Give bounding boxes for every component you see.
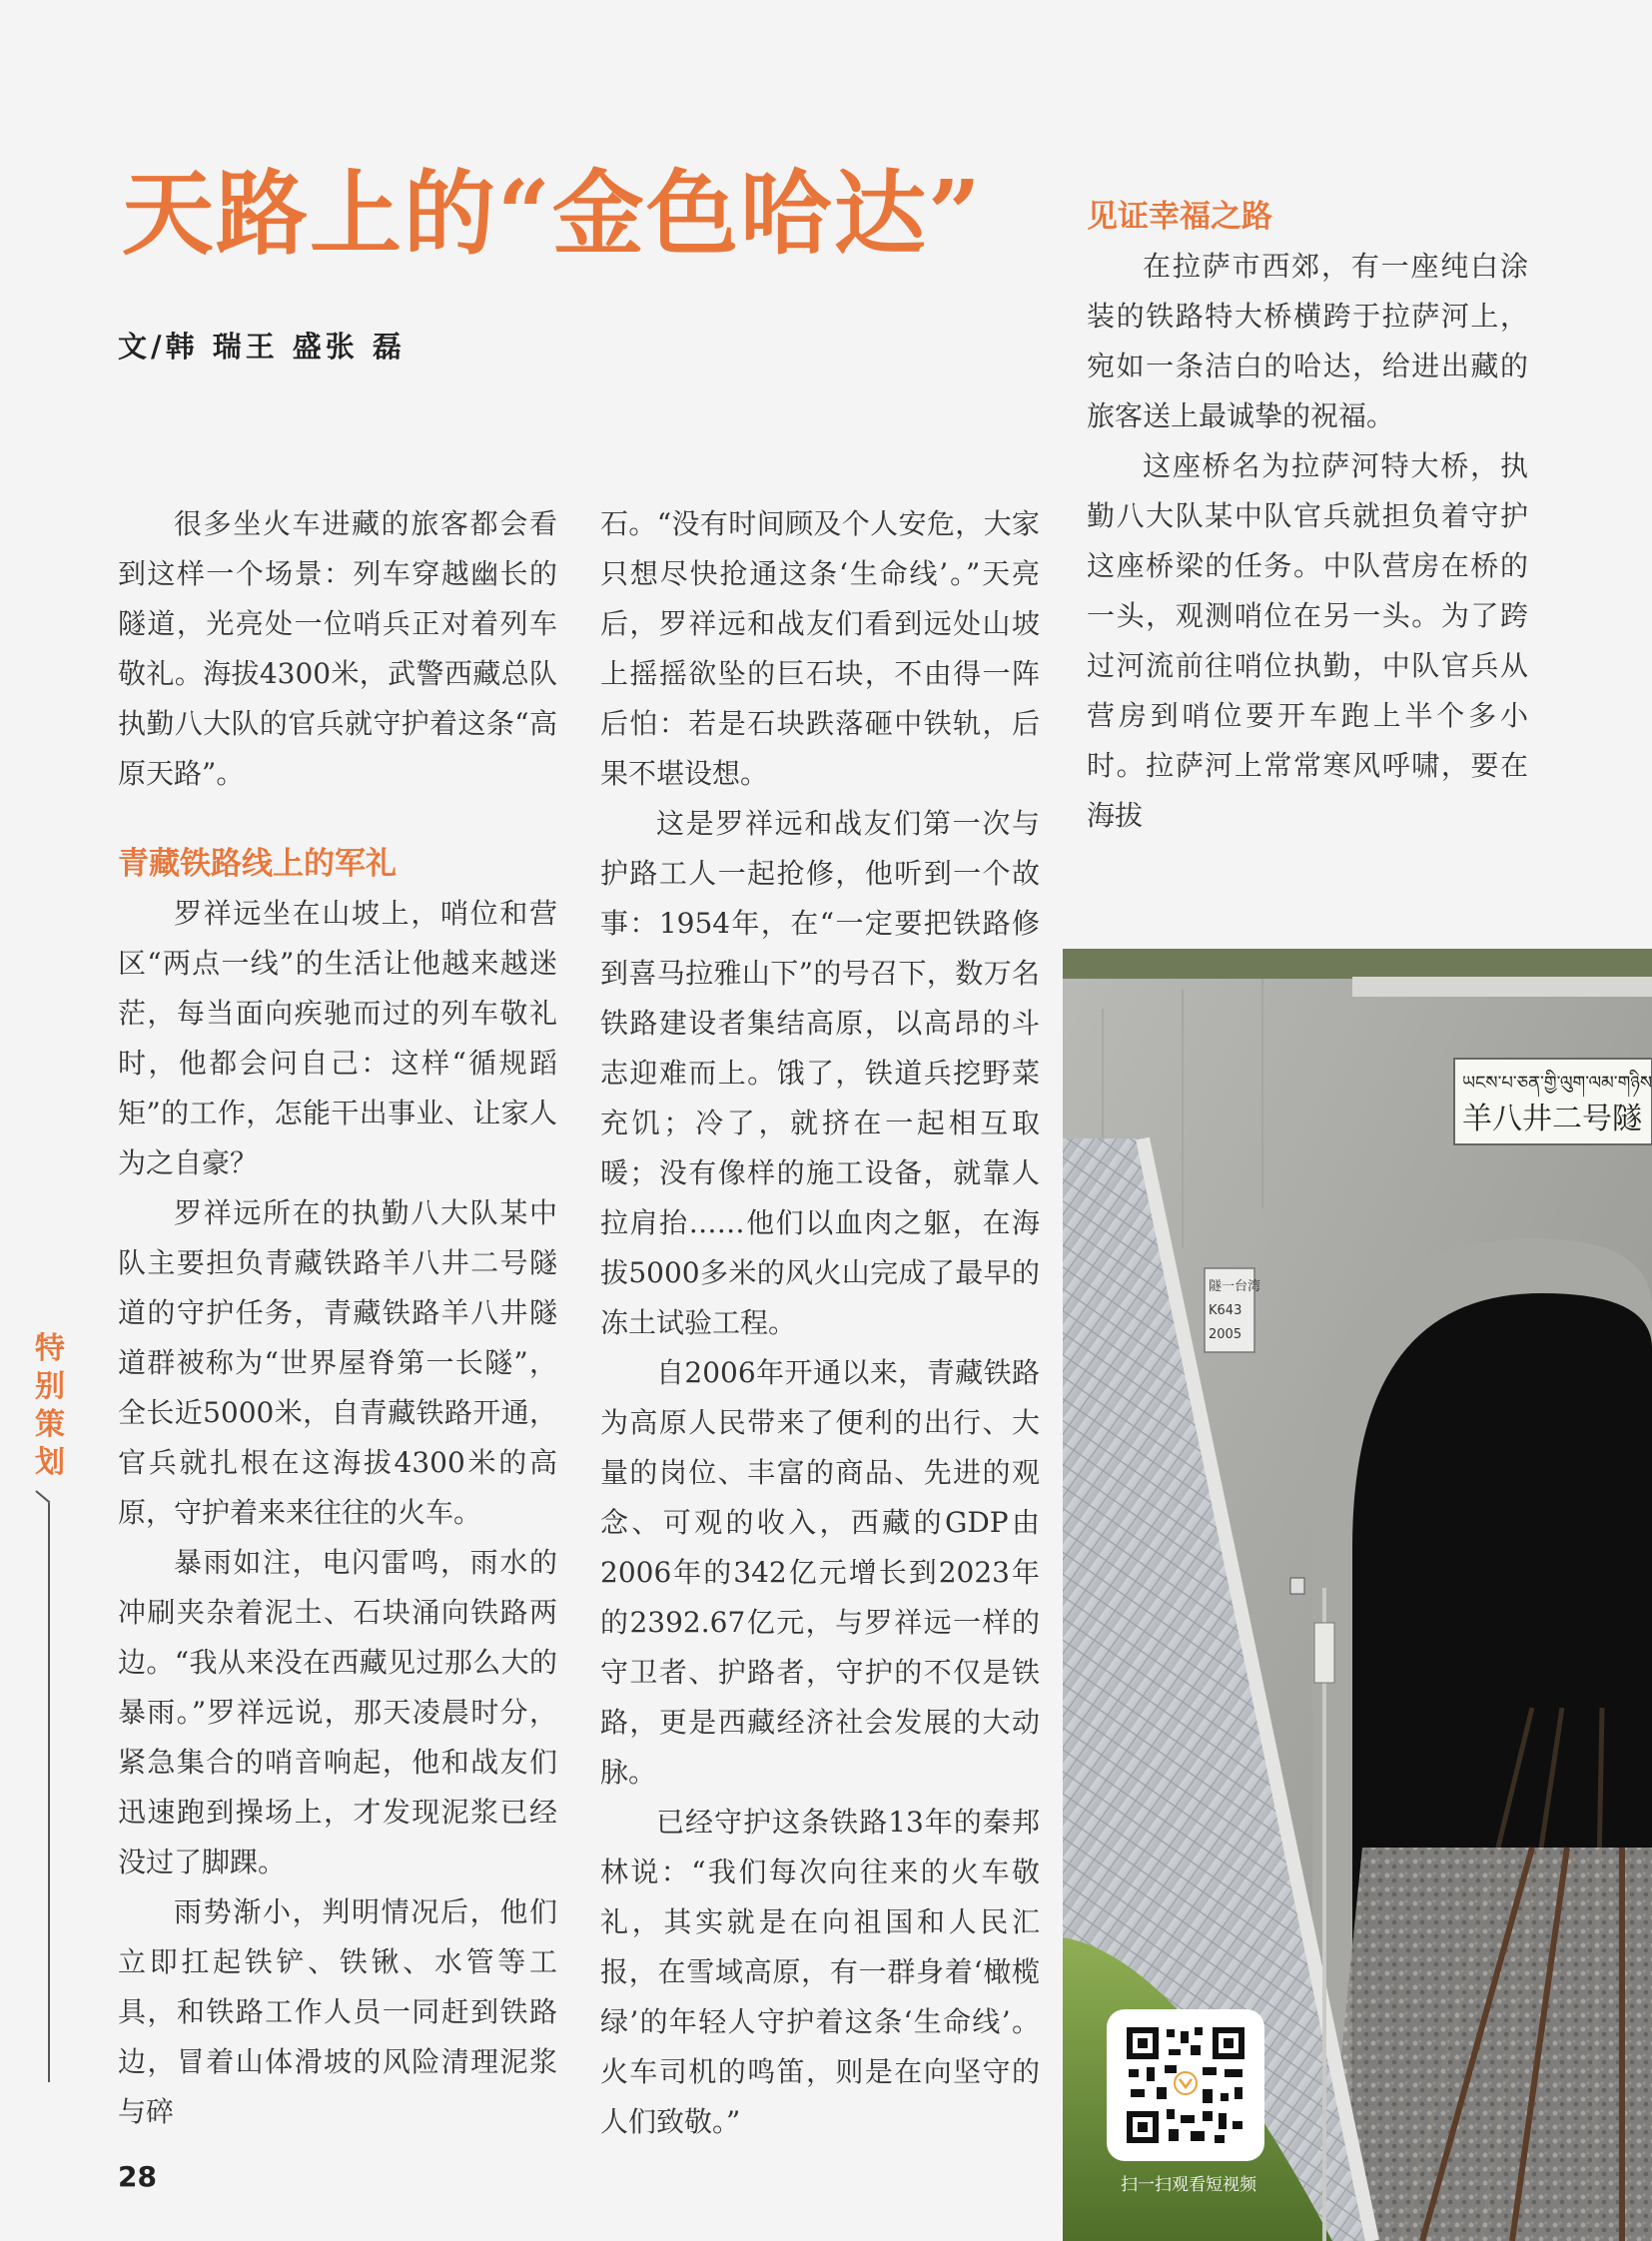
column-3 <box>1087 192 1528 841</box>
side-rule-tick <box>35 1490 50 1503</box>
section-heading: 青藏铁路线上的军礼 <box>118 846 397 882</box>
plaque-line-2: K643 <box>1209 1303 1242 1318</box>
paragraph: 这座桥名为拉萨河特大桥，执勤八大队某中队官兵就担负着守护这座桥梁的任务。中队营房在桥的一头，观测哨位在另一头。为了跨过河流前往哨位执勤，中队官兵从营房到哨位要开车跑上半个多小时。拉萨河上常常寒风呼啸，要在海拔 <box>1087 449 1528 832</box>
byline: 文/韩 瑞王 盛张 磊 <box>118 330 406 364</box>
page-number: 28 <box>118 2160 157 2193</box>
tunnel-sign-tibetan: ཡངས་པ་ཅན་གྱི་ལུག་ལམ་གཉིས <box>1462 1073 1652 1094</box>
paragraph: 这是罗祥远和战友们第一次与护路工人一起抢修，他听到一个故事：1954年，在“一定要把铁路修到喜马拉雅山下”的号召下，数万名铁路建设者集结高原，以高昂的斗志迎难而上。饿了，铁道兵挖野菜充饥；冷了，就挤在一起相互取暖；没有像样的施工设备，就靠人拉肩抬……他们以血肉之躯，在海拔5000多米的风火山完成了最早的冻土试验工程。 <box>600 807 1040 1339</box>
paragraph: 已经守护这条铁路13年的秦邦林说：“我们每次向往来的火车敬礼，其实就是在向祖国和人民汇报，在雪域高原，有一群身着‘橄榄绿’的年轻人守护着这条‘生命线’。火车司机的鸣笛，则是在向坚守的人们致敬。” <box>600 1806 1040 2138</box>
article-title: 天路上的“金色哈达” <box>122 160 983 268</box>
column-2 <box>600 499 1040 2147</box>
qr-caption: 扫一扫观看短视频 <box>1121 2175 1256 2195</box>
paragraph: 暴雨如注，电闪雷鸣，雨水的冲刷夹杂着泥土、石块涌向铁路两边。“我从来没在西藏见过那么大的暴雨。”罗祥远说，那天凌晨时分，紧急集合的哨音响起，他和战友们迅速跑到操场上，才发现泥浆已经没过了脚踝。 <box>118 1546 557 1878</box>
section-heading: 见证幸福之路 <box>1087 199 1272 235</box>
column-1 <box>118 499 557 2137</box>
plaque-line-1: 隧一台湾 <box>1209 1279 1261 1294</box>
paragraph: 自2006年开通以来，青藏铁路为高原人民带来了便利的出行、大量的岗位、丰富的商品、先进的观念、可观的收入，西藏的GDP由2006年的342亿元增长到2023年的2392.67亿元，与罗祥远一样的守卫者、护路者，守护的不仅是铁路，更是西藏经济社会发展的大动脉。 <box>600 1356 1040 1789</box>
plaque-line-3: 2005 <box>1209 1327 1242 1342</box>
section-side-label: 特别策划 <box>35 1331 65 1480</box>
paragraph: 很多坐火车进藏的旅客都会看到这样一个场景：列车穿越幽长的隧道，光亮处一位哨兵正对着列车敬礼。海拔4300米，武警西藏总队执勤八大队的官兵就守护着这条“高原天路”。 <box>118 507 557 790</box>
paragraph: 在拉萨市西郊，有一座纯白涂装的铁路特大桥横跨于拉萨河上，宛如一条洁白的哈达，给进出藏的旅客送上最诚挚的祝福。 <box>1087 250 1528 432</box>
paragraph-continued: 石。“没有时间顾及个人安危，大家只想尽快抢通这条‘生命线’。”天亮后，罗祥远和战友们看到远处山坡上摇摇欲坠的巨石块，不由得一阵后怕：若是石块跌落砸中铁轨，后果不堪设想。 <box>600 507 1040 790</box>
paragraph: 罗祥远所在的执勤八大队某中队主要担负青藏铁路羊八井二号隧道的守护任务，青藏铁路羊八井隧道群被称为“世界屋脊第一长隧”，全长近5000米，自青藏铁路开通，官兵就扎根在这海拔4300米的高原，守护着来来往往的火车。 <box>118 1196 557 1529</box>
paragraph: 罗祥远坐在山坡上，哨位和营区“两点一线”的生活让他越来越迷茫，每当面向疾驰而过的列车敬礼时，他都会问自己：这样“循规蹈矩”的工作，怎能干出事业、让家人为之自豪？ <box>118 897 557 1179</box>
qr-code[interactable] <box>1107 2009 1264 2161</box>
paragraph: 雨势渐小，判明情况后，他们立即扛起铁铲、铁锹、水管等工具，和铁路工作人员一同赶到铁路边，冒着山体滑坡的风险清理泥浆与碎 <box>118 1895 557 2128</box>
side-rule <box>48 1503 50 2082</box>
tunnel-sign-chinese: 羊八井二号隧 <box>1462 1102 1642 1136</box>
